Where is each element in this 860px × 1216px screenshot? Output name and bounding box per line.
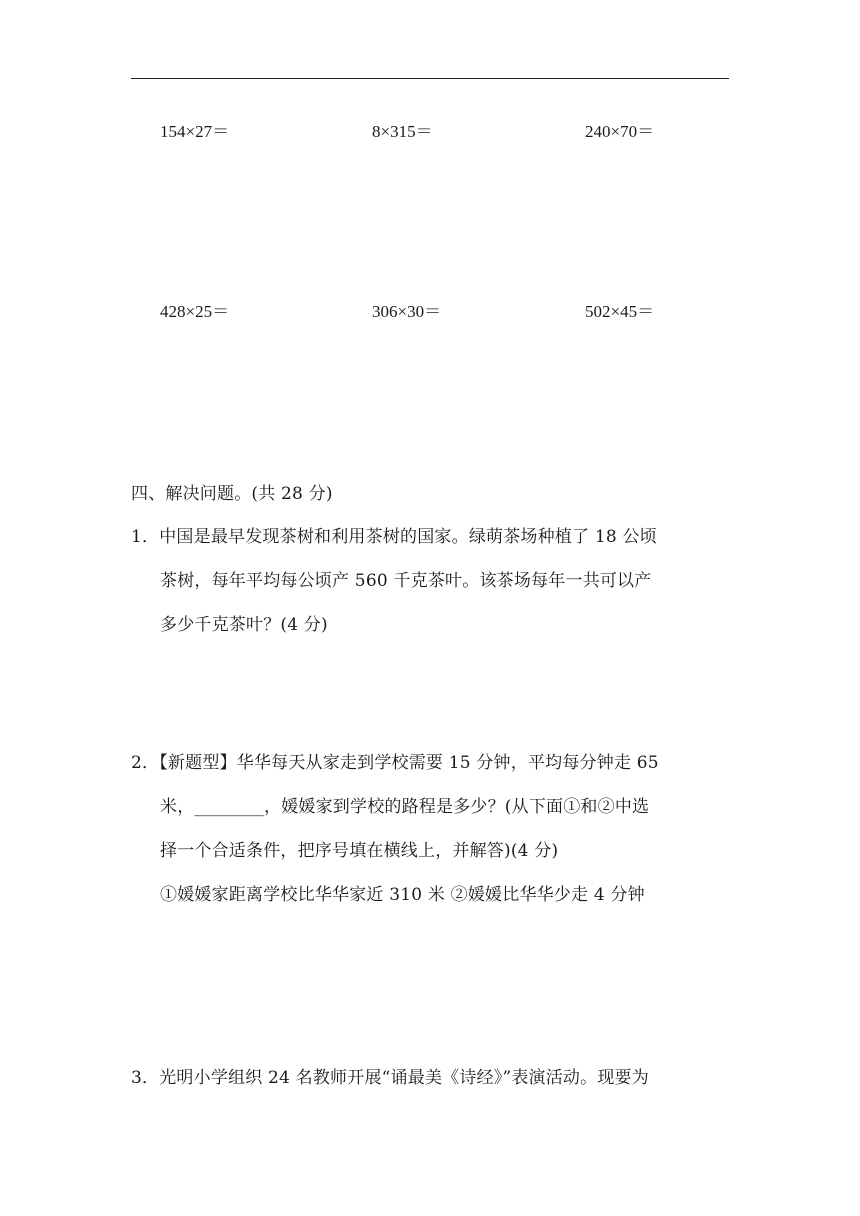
question-2-line-2: 米，________，媛媛家到学校的路程是多少？(从下面①和②中选 (160, 797, 650, 817)
question-2-line-3: 择一个合适条件，把序号填在横线上，并解答)(4 分) (160, 841, 559, 861)
question-1-line-2: 茶树，每年平均每公顷产 560 千克茶叶。该茶场每年一共可以产 (160, 571, 652, 591)
question-1-line-1: 1．中国是最早发现茶树和利用茶树的国家。绿萌茶场种植了 18 公顷 (131, 527, 657, 547)
calc-item: 240×70＝ (585, 122, 655, 141)
header-rule (131, 78, 729, 79)
question-2-options: ①媛媛家距离学校比华华家近 310 米 ②媛媛比华华少走 4 分钟 (160, 885, 645, 905)
question-2-line-1: 2．【新题型】华华每天从家走到学校需要 15 分钟，平均每分钟走 65 (131, 753, 659, 773)
calc-item: 502×45＝ (585, 302, 655, 321)
question-3-line-1: 3．光明小学组织 24 名教师开展“诵最美《诗经》”表演活动。现要为 (131, 1068, 649, 1088)
calc-item: 428×25＝ (160, 302, 230, 321)
calc-item: 306×30＝ (372, 302, 442, 321)
calc-item: 154×27＝ (160, 122, 230, 141)
question-1-line-3: 多少千克茶叶？(4 分) (160, 615, 328, 635)
section-heading: 四、解决问题。(共 28 分) (131, 484, 333, 504)
calc-item: 8×315＝ (372, 122, 433, 141)
